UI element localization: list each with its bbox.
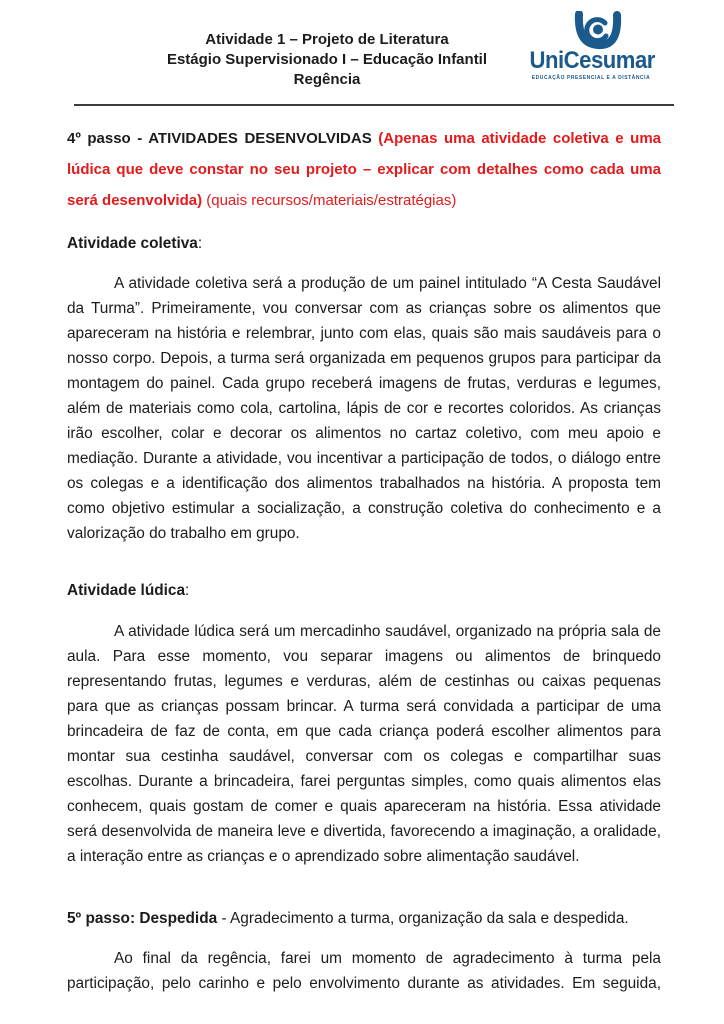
header-divider [74, 104, 674, 106]
collective-activity-heading-text: Atividade coletiva [67, 235, 198, 252]
document-content [0, 123, 724, 996]
page-header [0, 0, 724, 90]
step4-title: 4º passo - ATIVIDADES DESENVOLVIDAS [67, 130, 372, 147]
ludic-activity-heading-text: Atividade lúdica [67, 582, 186, 600]
unicesumar-logo-text: UniCesumar [529, 47, 655, 74]
header-title-line2: Estágio Supervisionado I – Educação Infantil [166, 51, 488, 68]
header-title-line3: Regência [293, 71, 361, 88]
ludic-activity-paragraph: A atividade lúdica será um mercadinho saudável, organizado na própria sala de aula. Para esse momento, vou separar imagens ou alimentos de brinquedo representando frutas, legumes e verduras, além de cestinhas ou caixas pequenas para que as crianças possam brincar. A turma será convidada a participar de uma brincadeira de faz de conta, em que cada criança poderá escolher alimentos para montar sua cestinha saudável, conversar com os colegas e compartilhar suas escolhas. Durante a brincadeira, farei perguntas simples, como quais alimentos elas conhecem, quais gostam de comer e quais apareceram na história. Essa atividade será desenvolvida de maneira leve e divertida, favorecendo a imaginação, a oralidade, a interação entre as crianças e o aprendizado sobre alimentação saudável. [67, 622, 661, 865]
step5-paragraph: Ao final da regência, farei um momento de agradecimento à turma pela participação, pelo carinho e pelo envolvimento durante as atividades. Em seguida, [67, 950, 661, 993]
header-title-block [67, 30, 587, 90]
unicesumar-logo-icon [524, 11, 658, 50]
collective-activity-heading-colon: : [197, 235, 203, 252]
step5-title-rest: - Agradecimento a turma, organização da sala e despedida. [217, 909, 629, 927]
header-title-line1: Atividade 1 – Projeto de Literatura [205, 31, 449, 48]
ludic-activity-heading-colon: : [185, 582, 190, 600]
unicesumar-logo-tagline: EDUCAÇÃO PRESENCIAL E A DISTÂNCIA [531, 75, 651, 81]
step4-heading [67, 123, 661, 216]
step4-note-regular: (quais recursos/materiais/estratégias) [206, 192, 457, 209]
collective-activity-heading [67, 231, 661, 256]
collective-activity-paragraph: A atividade coletiva será a produção de um painel intitulado “A Cesta Saudável da Turma”. Primeiramente, vou conversar com as crianças sobre os alimentos que apareceram na história e relembrar, junto com elas, quais são mais saudáveis para o nosso corpo. Depois, a turma será organizada em pequenos grupos para participar da montagem do painel. Cada grupo receberá imagens de frutas, verduras e legumes, além de materiais como cola, cartolina, lápis de cor e recortes coloridos. As crianças irão escolher, colar e decorar os alimentos no cartaz coletivo, com meu apoio e mediação. Durante a atividade, vou incentivar a participação de todos, o diálogo entre os colegas e a identificação dos alimentos trabalhados na história. A proposta tem como objetivo estimular a socialização, a construção coletiva do conhecimento e a valorização do trabalho em grupo. [67, 275, 661, 543]
step4-note-bold: (Apenas uma atividade coletiva e uma lúdica que deve constar no seu projeto – explicar com detalhes como cada uma será desenvolvida) [67, 130, 661, 209]
step5-title: 5º passo: Despedida [67, 909, 218, 927]
step5-heading [67, 906, 661, 931]
ludic-activity-heading [67, 578, 661, 603]
unicesumar-logo [524, 11, 658, 81]
